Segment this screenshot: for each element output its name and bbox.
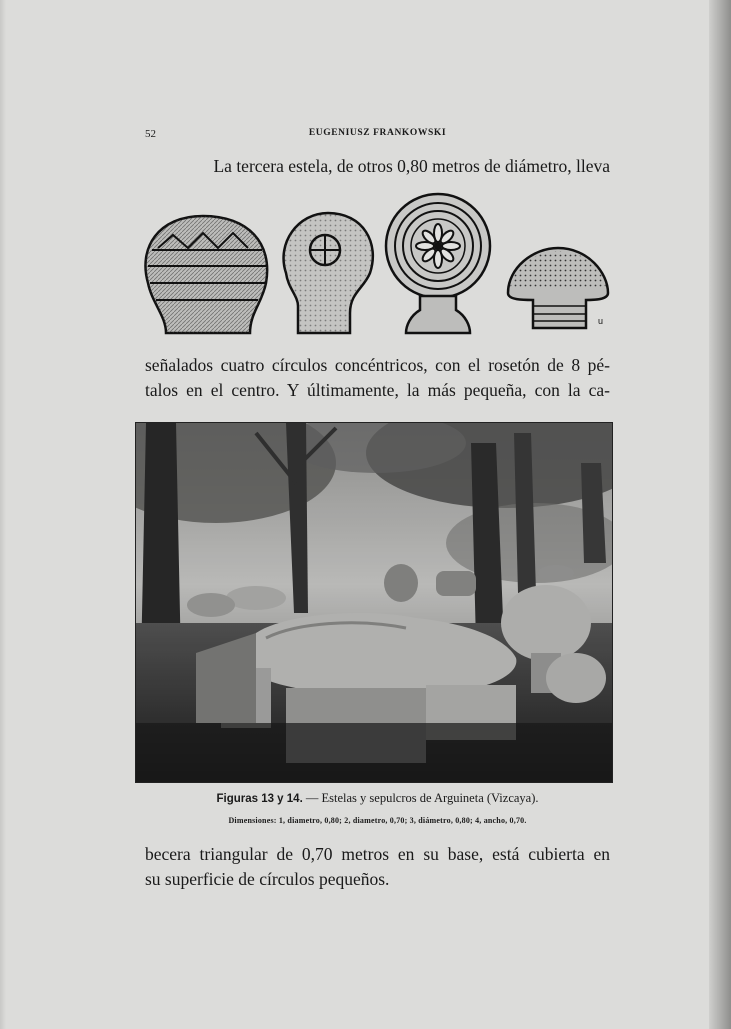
paragraph-3-line-1: becera triangular de 0,70 metros en su base, está cubierta en: [145, 844, 610, 864]
paragraph-3-line-2: su superficie de círculos pequeños.: [145, 869, 390, 889]
running-head: EUGENIUSZ FRANKOWSKI: [308, 128, 447, 138]
page-header: [145, 128, 610, 146]
stela-4: [508, 248, 608, 328]
stela-label: u: [598, 316, 604, 326]
figure-title: — Estelas y sepulcros de Arguineta (Vizcaya).: [302, 791, 539, 805]
paragraph-2-line-2: talos en el centro. Y últimamente, la más pequeña, con la ca-: [145, 380, 610, 400]
stela-2: [284, 213, 373, 333]
paragraph-2: [145, 353, 610, 403]
page-right-edge: [709, 0, 731, 1029]
paragraph-1: La tercera estela, de otros 0,80 metros de diámetro, lleva: [213, 156, 610, 176]
cemetery-photograph: [135, 422, 613, 783]
figure-dimensions: Dimensiones: 1, diametro, 0,80; 2, diametro, 0,70; 3, diámetro, 0,80; 4, ancho, 0,70.: [228, 816, 527, 825]
figure-caption: [145, 791, 610, 806]
stela-1: [145, 216, 267, 333]
page-left-edge: [0, 0, 6, 1029]
photo-scene: [136, 423, 612, 782]
figure-number: Figuras 13 y 14.: [216, 793, 303, 805]
stelae-illustration: [138, 188, 613, 338]
paragraph-2-line-1: señalados cuatro círculos concéntricos, con el rosetón de 8 pé-: [145, 355, 610, 375]
stela-3: [386, 194, 490, 333]
page-number: 52: [145, 128, 156, 140]
paragraph-3: [145, 842, 610, 892]
